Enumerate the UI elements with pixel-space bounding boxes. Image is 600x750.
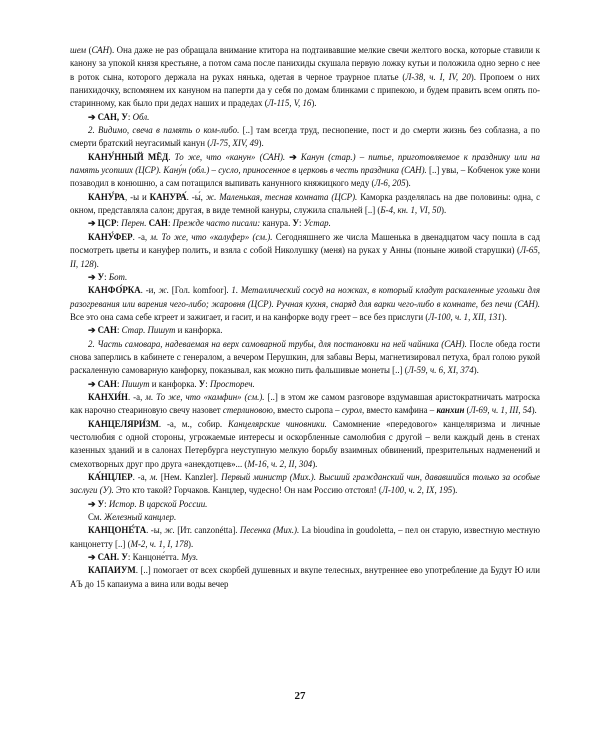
body-text: : bbox=[127, 111, 133, 122]
italic-text: Л-115, V, 16 bbox=[267, 98, 312, 109]
italic-text: Обл. bbox=[132, 111, 150, 122]
body-text: ). bbox=[531, 405, 537, 416]
body-text: Каморка разделялась на две половины: одна, с окном, представляла салон; другая, в виде темной кануры, служила спальней [..] ( bbox=[70, 191, 541, 216]
dictionary-paragraph bbox=[70, 378, 540, 391]
body-text: ). bbox=[405, 178, 411, 189]
italic-text: стерлиновою bbox=[222, 405, 273, 416]
headword-text: У bbox=[198, 378, 206, 389]
dictionary-paragraph bbox=[70, 271, 540, 284]
headword-text: КАНУ́ФЕР bbox=[88, 231, 133, 242]
dictionary-paragraph bbox=[70, 151, 540, 191]
italic-text: Истор. В царской России. bbox=[108, 498, 208, 509]
italic-text: Бот. bbox=[108, 271, 128, 282]
italic-text: Простореч. bbox=[209, 378, 255, 389]
body-text: . -ы, bbox=[146, 525, 165, 536]
body-text: ). Она даже не раз обращала внимание ктитора на подтаивавшие мелкие свечи желтого воска, которые ставили к канону за упокой князя крестьяне, а потом сама после панихиды скушала первую ложку кутьи и положила одно зерно с нее в роток сына, которого держала на руках нянька, одетая в черное траурное платье ( bbox=[70, 45, 540, 82]
italic-text: М-2, ч. 1, I, 178 bbox=[130, 538, 189, 549]
body-text: ). bbox=[452, 485, 458, 496]
body-text: . -а, м., собир. bbox=[158, 418, 228, 429]
headword-text: ➔ САН bbox=[88, 378, 117, 389]
italic-text: Пишут bbox=[121, 378, 150, 389]
italic-text: ж. Маленькая, тесная комната (ЦСР). bbox=[205, 191, 358, 202]
body-text: : bbox=[104, 498, 109, 509]
headword-text: ➔ У bbox=[88, 271, 105, 282]
dictionary-paragraph bbox=[70, 231, 540, 271]
body-text: . bbox=[168, 151, 175, 162]
body-text: [Ит. canzonétta]. bbox=[174, 525, 240, 536]
body-text: ( bbox=[86, 45, 92, 55]
body-text: [..] увы, – Кобченок уже кони позаводил в конюшню, а сам потащился выпивать канунного княжицкого меду ( bbox=[70, 165, 540, 189]
italic-text: 2. Часть самовара, надеваемая на верх самоварной трубы, для постановки на ней чайника (САН). bbox=[88, 338, 467, 349]
italic-text: Пишут bbox=[147, 325, 176, 336]
headword-text: КАНУ́ННЫЙ МЁД bbox=[88, 151, 169, 162]
italic-text: шем bbox=[70, 45, 87, 55]
body-text: : bbox=[104, 271, 109, 282]
dictionary-paragraph bbox=[70, 324, 540, 337]
dictionary-paragraph bbox=[70, 284, 540, 324]
body-text: La bioudina in goudoletta, – пел он старую, известную местную канцонетту [..] ( bbox=[70, 525, 540, 549]
italic-text: м. То же, что «калуфер» (см.). bbox=[150, 231, 273, 242]
italic-text: Л-69, ч. 1, III, 54 bbox=[469, 405, 532, 416]
italic-text: Песенка (Мих.). bbox=[239, 525, 300, 536]
headword-text: ➔ ЦСР bbox=[88, 218, 117, 229]
italic-text: м. bbox=[149, 472, 158, 482]
italic-text: Л-100, ч. 1, XII, 131 bbox=[428, 311, 502, 322]
headword-text: ➔ САН, У bbox=[88, 111, 128, 122]
italic-text: М-16, ч. 2, II, 304 bbox=[247, 458, 313, 469]
italic-text: Прежде часто писали: bbox=[172, 218, 261, 229]
italic-text: Первый министр (Мих.). Высший гражданский чин, дававшийся только за особые заслуги (У). bbox=[70, 472, 541, 496]
body-text: ). bbox=[258, 138, 264, 149]
body-text: ). bbox=[441, 205, 447, 216]
headword-text: КА́НЦЛЕР bbox=[88, 472, 133, 482]
body-text: [..] там всегда труд, песнопение, пост и до смерти жизнь без соблазна, а по смерти братский неугасимый канун ( bbox=[70, 125, 540, 149]
body-text: ( bbox=[464, 405, 470, 416]
dictionary-text bbox=[70, 44, 540, 591]
italic-text: Б-4, кн. 1, VI, 50 bbox=[380, 205, 442, 216]
body-text: . -а, bbox=[132, 472, 150, 482]
dictionary-paragraph bbox=[70, 551, 540, 564]
body-text: : bbox=[116, 218, 122, 229]
dictionary-paragraph bbox=[70, 564, 540, 591]
body-text: См. bbox=[88, 512, 104, 523]
body-text: и канфорка. bbox=[175, 325, 223, 336]
italic-text: Л-65, II, 128 bbox=[70, 245, 540, 269]
body-text: : bbox=[167, 218, 173, 229]
body-text: После обеда гости снова заперлись в кабинете с генералом, а вечером Перушкин, для забавы Веры, магнетизировал петуха, брал голою рукой раскаленную самоварную канфорку, показывал, как можно пить фальшивые монеты [..] ( bbox=[70, 338, 540, 376]
body-text: Все это она сама себе кгреет и зажигает, и гасит, и на канфорке воду греет – все без прислуги ( bbox=[70, 311, 429, 322]
dictionary-paragraph bbox=[70, 124, 540, 151]
italic-text: Л-38, ч. I, IV, 20 bbox=[405, 71, 471, 82]
headword-text: ➔ У bbox=[88, 498, 105, 509]
headword-text: канхин bbox=[436, 405, 465, 416]
body-text: . -а, bbox=[127, 391, 146, 402]
dictionary-paragraph bbox=[70, 338, 540, 378]
body-text: : bbox=[205, 378, 210, 389]
body-text: ). bbox=[501, 311, 507, 322]
body-text: . -и, bbox=[140, 285, 159, 296]
italic-text: Перен. bbox=[121, 218, 147, 229]
body-text: ). bbox=[188, 538, 194, 549]
dictionary-paragraph bbox=[70, 418, 540, 471]
headword-text: САН bbox=[148, 218, 168, 229]
body-text: Сегодняшнего же числа Машенька в двенадцатом часу пошла в сад посмотреть цветы и кануфер полить, и взяла с собой Николушку (меня) на руках у Анны (поныне живой старушки) ( bbox=[70, 231, 540, 256]
italic-text: Муз. bbox=[181, 552, 199, 563]
body-text: . -а, bbox=[132, 231, 151, 242]
dictionary-paragraph bbox=[70, 217, 540, 230]
body-text: : Канцоне́тта. bbox=[127, 552, 182, 563]
dictionary-paragraph bbox=[70, 511, 540, 524]
headword-text: КАНУРА́ bbox=[149, 191, 187, 202]
body-text: , -ы и bbox=[124, 191, 150, 202]
dictionary-paragraph bbox=[70, 498, 540, 511]
body-text: , вместо камфина – bbox=[362, 405, 437, 416]
dictionary-paragraph bbox=[70, 524, 540, 551]
italic-text: Л-6, 205 bbox=[374, 178, 406, 189]
dictionary-paragraph bbox=[70, 44, 540, 111]
italic-text: САН bbox=[91, 45, 109, 55]
headword-text: КАНФО́РКА bbox=[88, 285, 141, 296]
body-text: , вместо сыропа – bbox=[272, 405, 342, 416]
headword-text: КАНХИ́Н bbox=[88, 391, 128, 402]
italic-text: Л-59, ч. 6, XI, 374 bbox=[407, 365, 474, 376]
italic-text: сурол bbox=[341, 405, 363, 416]
body-text: ). bbox=[473, 365, 479, 376]
body-text: : bbox=[116, 325, 122, 336]
body-text: [Гол. komfoor]. bbox=[168, 285, 232, 296]
headword-text: ➔ САН bbox=[88, 325, 117, 336]
dictionary-paragraph bbox=[70, 111, 540, 124]
italic-text: Л-100, ч. 2, IX, 195 bbox=[381, 485, 453, 496]
body-text: . [..] помогает от всех скорбей душевных и вкупе телесных, внутреннее ево употребление да Будут Ю или АЪ до 15 капаиума а вина или воды вечер bbox=[70, 565, 540, 589]
headword-text: ➔ САН. У bbox=[88, 552, 128, 563]
headword-text: У bbox=[292, 218, 300, 229]
italic-text: ж. bbox=[164, 525, 175, 536]
dictionary-paragraph bbox=[70, 391, 540, 418]
body-text: и канфорка. bbox=[149, 378, 199, 389]
body-text: ). bbox=[93, 258, 99, 269]
italic-text: Устар. bbox=[303, 218, 331, 229]
headword-text: КАНУ́РА bbox=[88, 191, 125, 202]
italic-text: Стар. bbox=[121, 325, 146, 336]
dictionary-paragraph bbox=[70, 471, 540, 498]
italic-text: То же, что «канун» (САН). bbox=[174, 151, 286, 162]
italic-text: 2. Видимо, свеча в память о ком-либо. bbox=[88, 125, 240, 136]
italic-text: Л-75, XIV, 49 bbox=[210, 138, 259, 149]
body-text: Самомнение «передового» канцеляризма и личные честолюбия с одной стороны, угрожаемые интересы и оскорбленные самолюбия с другой – вели каждый день в стенах казенных зданий и в салонах Петербурга неуступную мелкую борьбу взаимных обвинений, презрительных надменений и смехотворных друг про друга «анекдотцев»... ( bbox=[70, 418, 541, 469]
dictionary-paragraph bbox=[70, 191, 540, 218]
headword-text: КАНЦЕЛЯРИ́ЗМ bbox=[88, 418, 159, 429]
body-text: ). Пропоем о них панихидочку, вспомянем их кануном на паперти да у себя по домам блинками с припекою, и будем править всем опять по-старинному, как было при дедах наших и прадедах ( bbox=[70, 71, 540, 109]
page-number: 27 bbox=[294, 690, 306, 702]
italic-text: 1. Металлический сосуд на ножках, в который кладут раскаленные угольки для разогревания или варения чего-либо; жаровня (ЦСР). Ручная кухня, снаряд для варки чего-либо в комнате, без печи (САН). bbox=[70, 285, 540, 309]
headword-text: ➔ bbox=[285, 151, 301, 162]
headword-text: КАПАИУМ bbox=[88, 565, 136, 576]
headword-text: КАНЦОНЕ́ТА bbox=[88, 525, 147, 536]
body-text: ). bbox=[312, 458, 318, 469]
italic-text: Канун (стар.) – питье, приготовляемое к празднику или на память усопших (ЦСР). Кану́н (обл.) – сусло, приносенное в церковь в честь праздника (САН). bbox=[70, 151, 540, 176]
body-text: : bbox=[116, 378, 122, 389]
body-text: [..] в этом же самом разговоре вздумавшая аристократничать матроска как нарочно стеариновую свечу назовет bbox=[70, 391, 540, 416]
body-text: ). bbox=[311, 98, 317, 109]
body-text: [Нем. Kanzler]. bbox=[157, 472, 222, 482]
italic-text: м. То же, что «камфин» (см.). bbox=[145, 391, 265, 402]
italic-text: ж. bbox=[158, 285, 169, 296]
body-text: : bbox=[299, 218, 304, 229]
italic-text: Канцелярские чиновники. bbox=[227, 418, 327, 429]
body-text: Это кто такой? Горчаков. Канцлер, чудесно! Он нам Россию отстоял! ( bbox=[113, 485, 382, 496]
body-text: канура. bbox=[260, 218, 293, 229]
italic-text: Железный канцлер. bbox=[103, 512, 177, 523]
body-text: . -ы́, bbox=[186, 191, 206, 202]
